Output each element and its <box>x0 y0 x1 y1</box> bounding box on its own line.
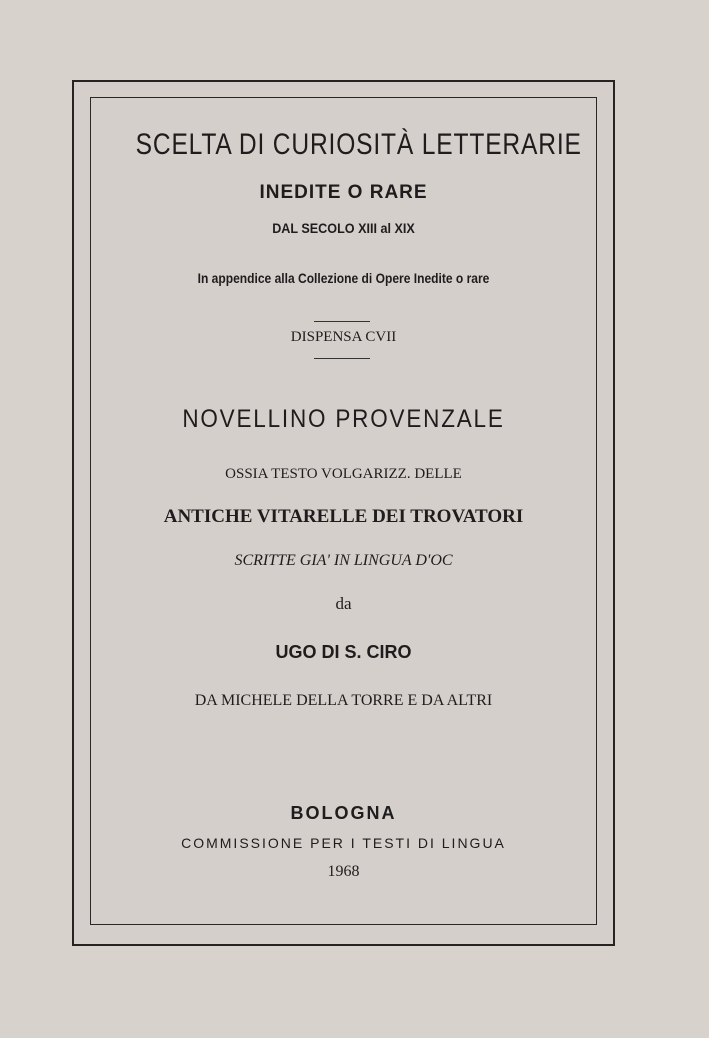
subtitle-2: ANTICHE VITARELLE DEI TROVATORI <box>163 506 524 527</box>
city: BOLOGNA <box>290 803 397 823</box>
divider <box>314 321 370 322</box>
author: UGO DI S. CIRO <box>275 642 412 662</box>
dispensa: DISPENSA CVII <box>290 329 397 345</box>
publisher: COMMISSIONE PER I TESTI DI LINGUA <box>181 835 506 851</box>
coauthors: DA MICHELE DELLA TORRE E DA ALTRI <box>194 692 493 709</box>
subtitle-3: SCRITTE GIA' IN LINGUA D'OC <box>234 552 453 569</box>
year: 1968 <box>327 863 360 880</box>
series-title: SCELTA DI CURIOSITÀ LETTERARIE <box>135 128 582 161</box>
book-title: NOVELLINO PROVENZALE <box>182 405 505 433</box>
by-text: da <box>335 594 352 613</box>
series-period: DAL SECOLO XIII al XIX <box>272 220 415 236</box>
subtitle-1: OSSIA TESTO VOLGARIZZ. DELLE <box>225 466 462 482</box>
divider <box>314 358 370 359</box>
series-subtitle: INEDITE O RARE <box>259 182 428 203</box>
series-note: In appendice alla Collezione di Opere Inedite o rare <box>197 270 490 286</box>
